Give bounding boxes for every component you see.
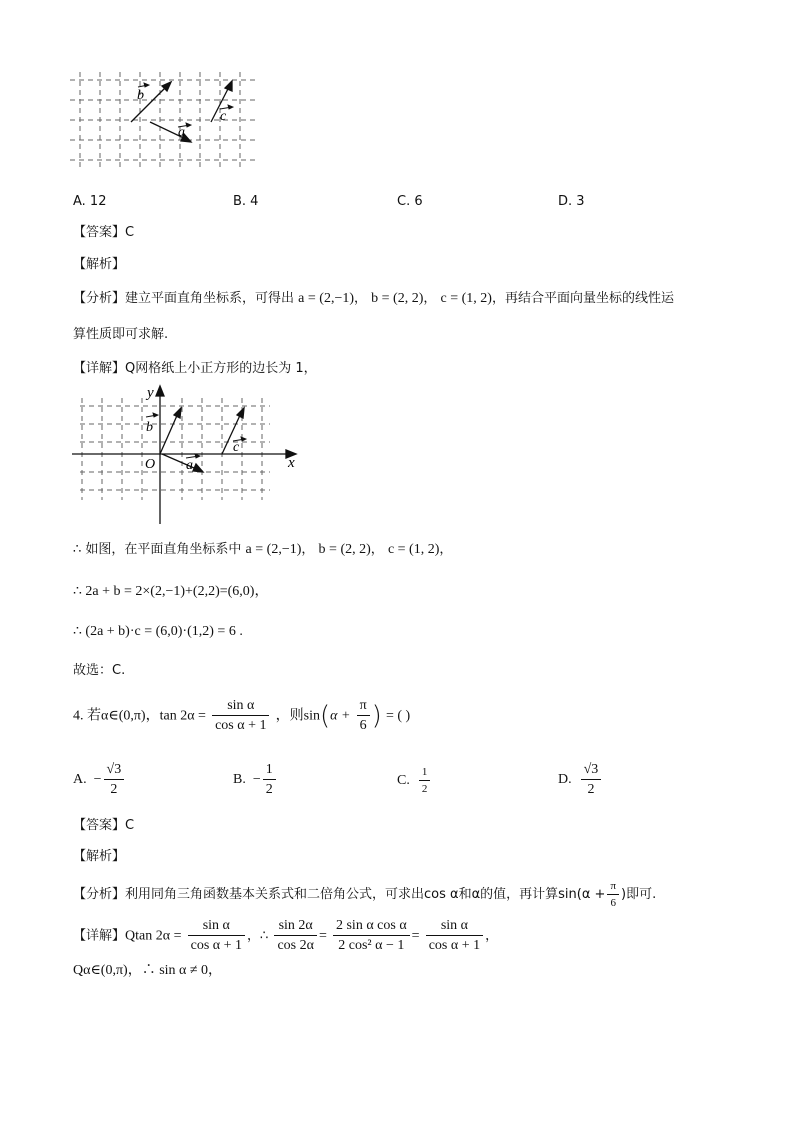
q4-pi: π [357, 698, 370, 716]
q4-six: 6 [359, 718, 367, 734]
q4-option-b: B. − $\frac{1}{2}$ [233, 762, 278, 798]
step1-vec-c: c = (1, 2) [387, 542, 440, 557]
step1-vec-b: b = (2, 2) [318, 542, 371, 557]
vector-grid-figure [70, 72, 260, 172]
q4-fenxi-text: 利用同角三角函数基本关系式和二倍角公式，可求出cos α和α的值，再计算sin(α + [125, 887, 606, 903]
xiangjie-tag: 【详解】 [73, 361, 126, 376]
q3-jiexi: 【解析】 [73, 257, 126, 272]
q4-jiexi: 【解析】 [73, 849, 126, 864]
q4-option-c: C. $\frac{1}{2}$ [397, 766, 432, 795]
option-c: C. 6 [397, 194, 423, 209]
q3-xiangjie [73, 362, 317, 375]
x-axis-label: x [288, 455, 295, 471]
q4-stem-end: = ( ) [385, 708, 411, 724]
q3-step3: ∴ (2a + b)·c = (6,0)·(1,2) = 6 . [73, 624, 243, 639]
y-axis-label: y [147, 385, 154, 401]
q4-last-line: Qα∈(0,π)，∴ sin α ≠ 0， [73, 963, 223, 978]
q4-option-a: A. − $\frac{√3}{2}$ [73, 762, 126, 798]
vec-c-coord: c = (1, 2) [440, 291, 492, 306]
q3-step2: ∴ 2a + b = 2×(2,−1)+(2,2)=(6,0)， [73, 584, 269, 599]
q4-xiangjie-tag: 【详解】 [73, 928, 126, 944]
option-a: A. 12 [73, 194, 107, 209]
q4-stem-mid: ，则sin [275, 708, 320, 724]
q3-fenxi-line2: 算性质即可求解. [73, 327, 169, 342]
q3-fenxi-line1: 【分析】建立平面直角坐标系，可得出 a = (2,−1)， b = (2, 2)， c = (1, 2)，再结合平面向量坐标的线性运 [73, 291, 674, 306]
vector-b-label: b [146, 420, 153, 435]
vector-a-label: a [178, 125, 185, 140]
q4-fenxi: 【分析】利用同角三角函数基本关系式和二倍角公式，可求出cos α和α的值，再计算sin(α + $\frac{\pi}{6}$ )即可. [73, 880, 657, 910]
q4-frac-num: sin α [212, 698, 269, 716]
vec-a-coord: a = (2,−1) [298, 291, 355, 306]
q4-option-d: D. $\frac{√3}{2}$ [558, 762, 603, 798]
q4-stem-prefix: 4. 若α∈(0,π)，tan 2α = [73, 708, 206, 724]
q3-answer: 【答案】C [73, 225, 135, 240]
option-b: B. 4 [233, 194, 259, 209]
vec-b-coord: b = (2, 2) [371, 291, 424, 306]
q3-step1: ∴ 如图，在平面直角坐标系中 a = (2,−1)， b = (2, 2)， c = (1, 2)， [73, 542, 453, 557]
q4-alpha-plus: α + [330, 708, 351, 724]
step1-prefix: ∴ 如图，在平面直角坐标系中 [73, 542, 242, 557]
q4-frac-den: cos α + 1 [215, 718, 267, 734]
q4-answer: 【答案】C [73, 818, 135, 833]
q3-choice: 故选：C. [73, 663, 126, 678]
vector-b-label: b [137, 88, 144, 103]
vector-a-label: a [186, 458, 193, 473]
step1-vec-a: a = (2,−1) [245, 542, 302, 557]
fenxi-text2: ，再结合平面向量坐标的线性运 [491, 291, 674, 306]
q4-stem: 4. 若α∈(0,π)，tan 2α = $\frac{\text{sin α}}{\text{cos α + 1}}$ ，则sin(α + $\frac{\pi}{6}$ ) = ( ) [73, 698, 411, 734]
q4-fenxi-tag: 【分析】 [73, 887, 126, 903]
option-d: D. 3 [558, 194, 585, 209]
fenxi-tag: 【分析】 [73, 291, 126, 306]
q4-xiangjie: 【详解】Qtan 2α = $\frac{\text{sin α}}{\text{cos α + 1}}$ ，∴ $\frac{\sin 2\alpha}{\cos 2\alpha}$ = $\frac{\text{2 sin α cos α}}{\text{2 cos² α − 1}}$ = $\frac{\text{sin α}}{\text{cos α + 1}}$ ， [73, 918, 499, 954]
coordinate-figure [70, 384, 310, 529]
xiangjie-text: Q网格纸上小正方形的边长为 1， [125, 361, 317, 376]
fenxi-text1: 建立平面直角坐标系，可得出 [125, 291, 295, 306]
origin-label: O [145, 457, 156, 472]
vector-c-label: c [220, 109, 227, 124]
vector-c-label: c [233, 440, 240, 455]
